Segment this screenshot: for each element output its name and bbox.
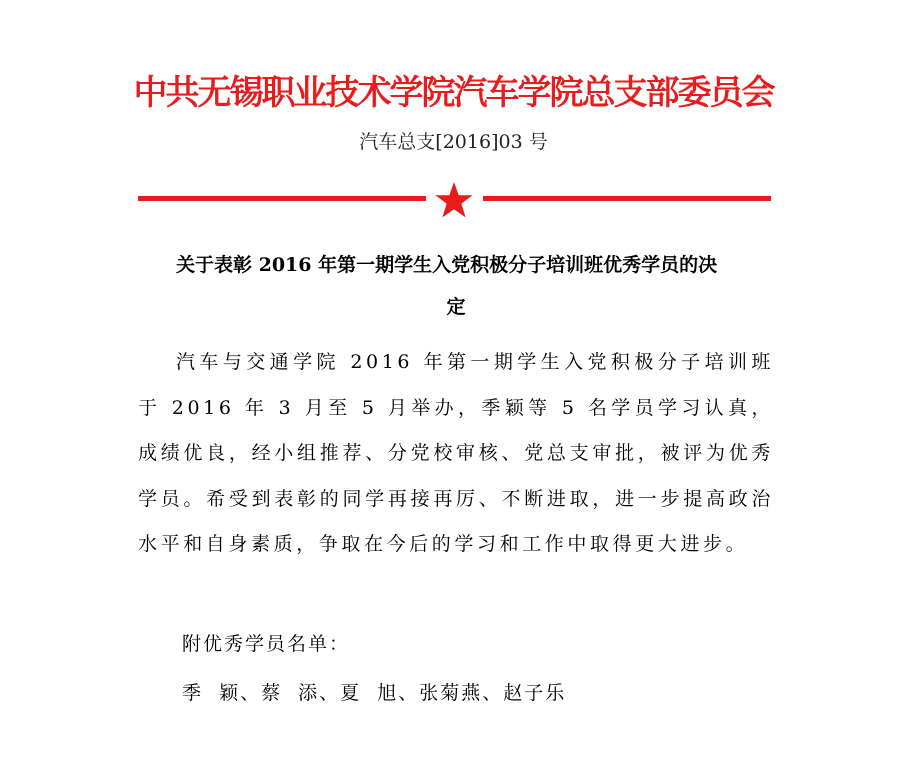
star-shape [435,182,472,217]
org-title: 中共无锡职业技术学院汽车学院总支部委员会 [133,73,774,113]
attachment-label: 附优秀学员名单： [182,633,351,655]
red-divider-right [483,196,771,201]
document-heading [138,244,774,328]
red-divider-left [138,196,426,201]
body-paragraph: 汽车与交通学院 2016 年第一期学生入党积极分子培训班于 2016 年 3 月至 5 月举办，季颖等 5 名学员学习认真，成绩优良，经小组推荐、分党校审核、党总支审批，被评为优秀学员。希受到表彰的同学再接再厉、不断进取，进一步提高政治水平和自身素质，争取在今后的学习和工作中取得更大进步。 [138,351,774,555]
heading-line-2: 定 [446,296,466,318]
heading-line-1: 关于表彰 2016 年第一期学生入党积极分子培训班优秀学员的决 [176,254,718,276]
attachment-names: 季 颖、蔡 添、夏 旭、张菊燕、赵子乐 [182,682,567,704]
star-icon [434,181,474,219]
document-number: 汽车总支[2016]03 号 [359,131,548,153]
